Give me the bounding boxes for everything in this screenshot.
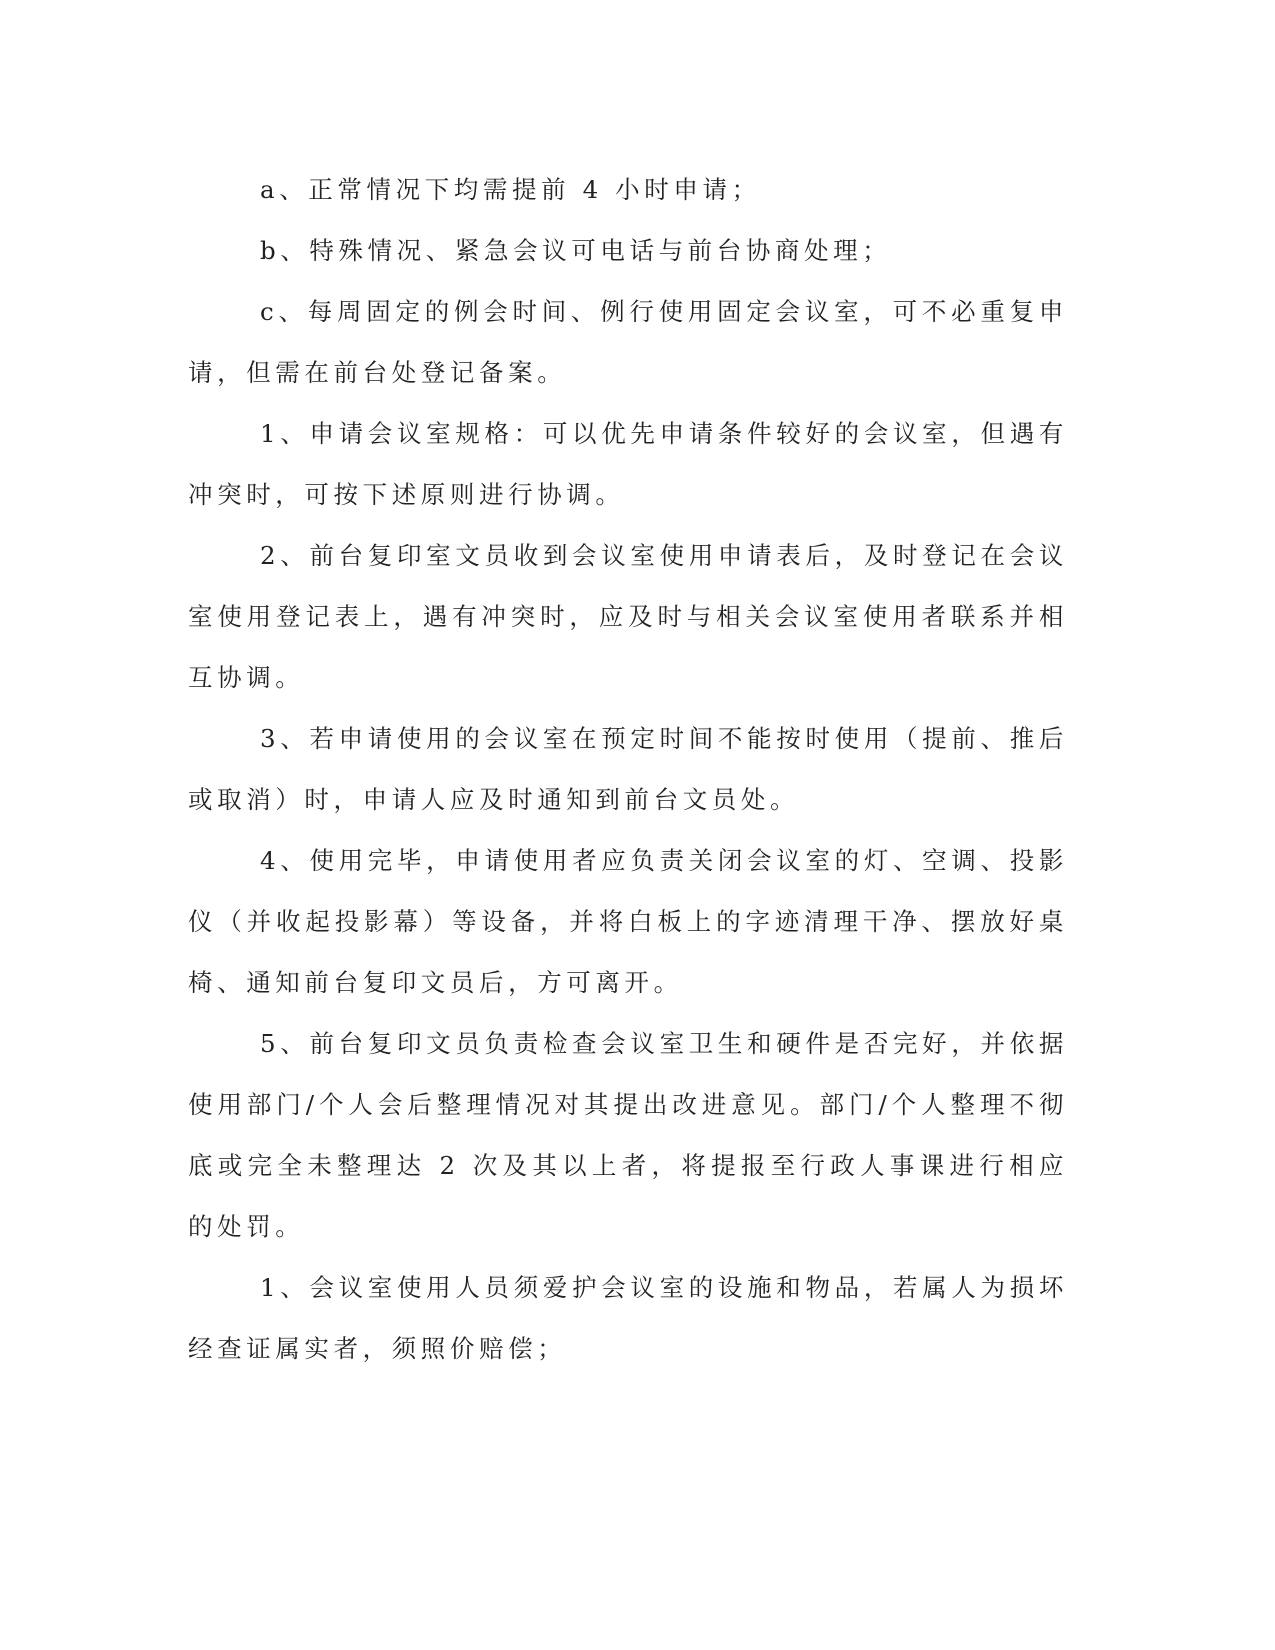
paragraph-1-second: 1、会议室使用人员须爱护会议室的设施和物品，若属人为损坏经查证属实者，须照价赔偿； bbox=[188, 1273, 1068, 1363]
paragraph-b: b、特殊情况、紧急会议可电话与前台协商处理； bbox=[260, 236, 892, 265]
document-body bbox=[188, 159, 1068, 1379]
paragraph-4: 4、使用完毕，申请使用者应负责关闭会议室的灯、空调、投影仪（并收起投影幕）等设备，并将白板上的字迹清理干净、摆放好桌椅、通知前台复印文员后，方可离开。 bbox=[188, 846, 1068, 997]
paragraph-2: 2、前台复印室文员收到会议室使用申请表后，及时登记在会议室使用登记表上，遇有冲突时，应及时与相关会议室使用者联系并相互协调。 bbox=[188, 541, 1068, 692]
paragraph-3: 3、若申请使用的会议室在预定时间不能按时使用（提前、推后或取消）时，申请人应及时通知到前台文员处。 bbox=[188, 724, 1068, 814]
paragraph-c: c、每周固定的例会时间、例行使用固定会议室，可不必重复申请，但需在前台处登记备案。 bbox=[188, 297, 1068, 387]
paragraph-a: a、正常情况下均需提前 4 小时申请； bbox=[260, 175, 761, 204]
paragraph-5: 5、前台复印文员负责检查会议室卫生和硬件是否完好，并依据使用部门/个人会后整理情况对其提出改进意见。部门/个人整理不彻底或完全未整理达 2 次及其以上者，将提报至行政人事课进行相应的处罚。 bbox=[188, 1029, 1068, 1241]
paragraph-1: 1、申请会议室规格：可以优先申请条件较好的会议室，但遇有冲突时，可按下述原则进行协调。 bbox=[188, 419, 1068, 509]
